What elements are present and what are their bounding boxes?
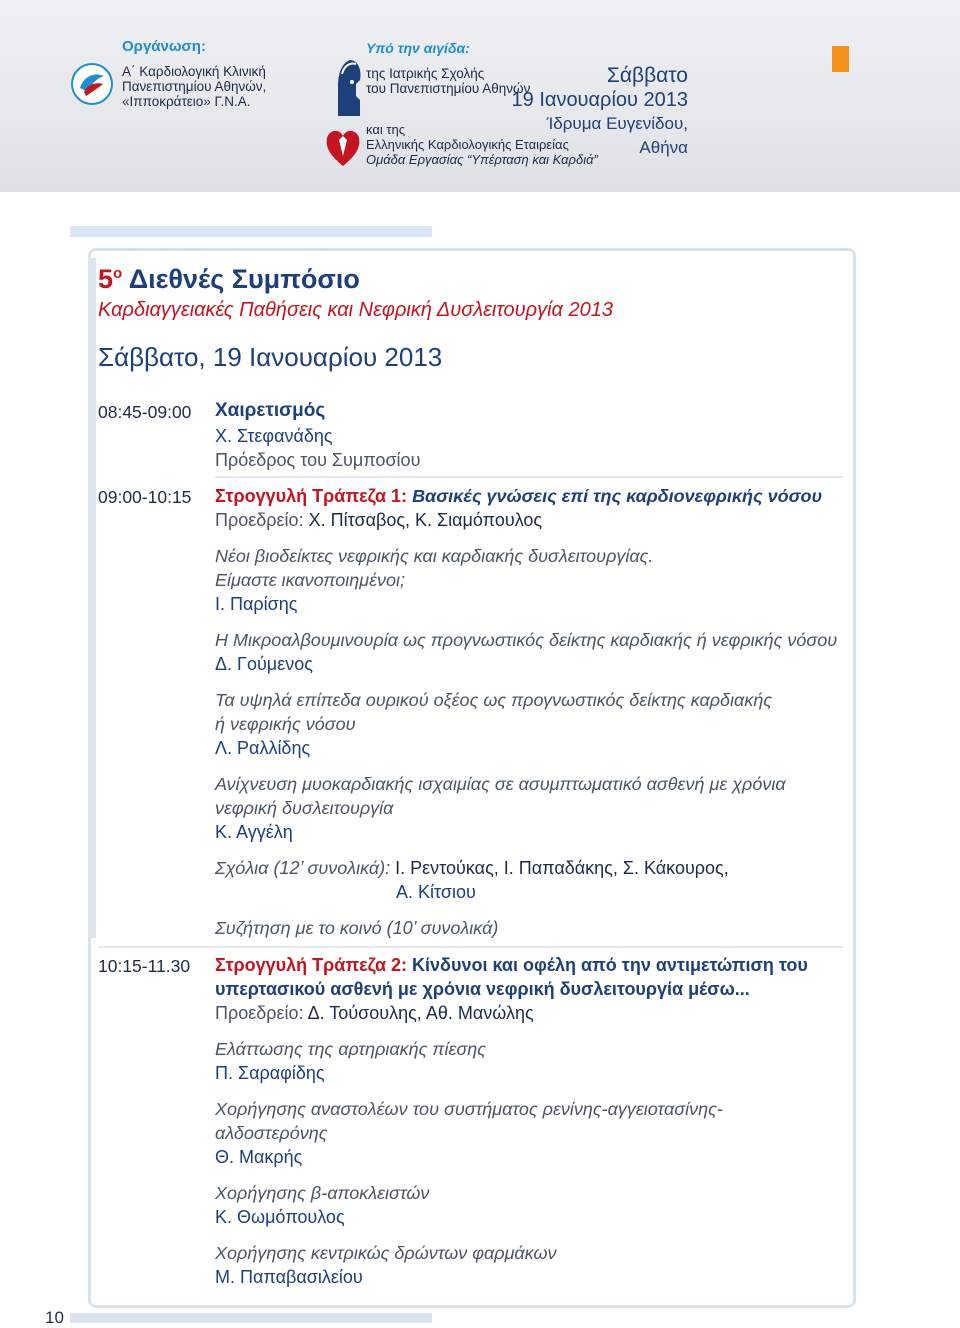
talk-title: Η Μικροαλβουμινουρία ως προγνωστικός δείκτης καρδιακής ή νεφρικής νόσου [215, 630, 838, 650]
talk-title: Νέοι βιοδείκτες νεφρικής και καρδιακής δυσλειτουργίας. [215, 546, 654, 566]
chairs-label: Προεδρείο: [215, 1003, 304, 1023]
talk-title: Χορήγησης αναστολέων του συστήματος ρενίνης-αγγειοτασίνης- [215, 1099, 723, 1119]
page-header [0, 0, 960, 192]
round-table-label: Στρογγυλή Τράπεζα 2: [215, 955, 408, 975]
accent-square [832, 46, 849, 72]
section-divider [98, 946, 843, 948]
speaker-name: Χ. Στεφανάδης [215, 426, 333, 446]
cardiology-clinic-logo-icon [70, 62, 114, 106]
aegis-line: Ομάδα Εργασίας “Υπέρταση και Καρδιά” [366, 152, 598, 167]
event-day: Σάββατο [606, 64, 688, 87]
speaker-name: Δ. Γούμενος [215, 654, 313, 674]
section-divider [215, 476, 843, 478]
aegis-line: Ελληνικής Καρδιολογικής Εταιρείας [366, 137, 569, 152]
athena-helmet-logo-icon [330, 56, 364, 120]
comments-label: Σχόλια (12’ συνολικά): [215, 858, 391, 878]
symposium-ordinal: ο [113, 265, 123, 282]
symposium-number: 5 [98, 264, 114, 294]
discussion-line: Συζήτηση με το κοινό (10’ συνολικά) [215, 918, 499, 938]
speaker-name: Κ. Αγγέλη [215, 822, 293, 842]
bottom-accent-bar [70, 1313, 432, 1323]
talk-title: Τα υψηλά επίπεδα ουρικού οξέος ως προγνωστικός δείκτης καρδιακής [215, 690, 773, 710]
organizer-line: Πανεπιστημίου Αθηνών, [122, 79, 267, 94]
talk-title: αλδοστερόνης [215, 1123, 328, 1143]
aegis-label: Υπό την αιγίδα: [366, 40, 470, 56]
chairs-line [215, 510, 542, 531]
speaker-name: Ι. Παρίσης [215, 594, 298, 614]
talk-title: Είμαστε ικανοποιημένοι; [215, 570, 406, 590]
session-title: Χαιρετισμός [215, 400, 326, 421]
speaker-name: Θ. Μακρής [215, 1147, 303, 1167]
chairs-names: Χ. Πίτσαβος, Κ. Σιαμόπουλος [308, 510, 543, 530]
organizer-text [122, 64, 266, 109]
session-time: 10:15-11.30 [98, 956, 191, 976]
comments-line [215, 858, 729, 879]
round-table-label: Στρογγυλή Τράπεζα 1: [215, 486, 408, 506]
symposium-title [98, 264, 360, 295]
aegis-line: του Πανεπιστημίου Αθηνών [366, 81, 531, 96]
event-city: Αθήνα [639, 138, 688, 157]
aegis-medical-school [366, 66, 530, 96]
talk-title: ή νεφρικής νόσου [215, 714, 356, 734]
event-venue: Ίδρυμα Ευγενίδου, [546, 114, 688, 133]
talk-title: Ανίχνευση μυοκαρδιακής ισχαιμίας σε ασυμπτωματικό ασθενή με χρόνια [215, 774, 786, 794]
talk-title: νεφρική δυσλειτουργία [215, 798, 394, 818]
heart-society-logo-icon [325, 126, 361, 170]
event-date: 19 Ιανουαρίου 2013 [511, 89, 688, 111]
aegis-line: και της [366, 122, 405, 137]
top-accent-bar [70, 226, 432, 237]
speaker-role: Πρόεδρος του Συμποσίου [215, 450, 421, 470]
event-date-block [512, 64, 688, 160]
talk-title: Χορήγησης β-αποκλειστών [215, 1183, 430, 1203]
talk-title: Ελάττωσης της αρτηριακής πίεσης [215, 1039, 486, 1059]
organizer-label: Οργάνωση: [122, 38, 206, 55]
symposium-title-text: Διεθνές Συμπόσιο [128, 264, 360, 294]
symposium-date: Σάββατο, 19 Ιανουαρίου 2013 [98, 342, 443, 372]
round-table-topic: Κίνδυνοι και οφέλη από την αντιμετώπιση του [407, 955, 808, 975]
session-time: 09:00-10:15 [98, 487, 192, 507]
symposium-subtitle: Καρδιαγγειακές Παθήσεις και Νεφρική Δυσλειτουργία 2013 [98, 299, 613, 321]
chairs-names: Δ. Τούσουλης, Αθ. Μανώλης [303, 1003, 534, 1023]
session-time: 08:45-09:00 [98, 402, 192, 422]
round-table-topic: Βασικές γνώσεις επί της καρδιονεφρικής νόσου [412, 486, 823, 506]
organizer-line: «Ιπποκράτειο» Γ.Ν.Α. [122, 94, 251, 109]
talk-title: Χορήγησης κεντρικώς δρώντων φαρμάκων [215, 1243, 557, 1263]
chairs-line [215, 1003, 534, 1024]
page-number: 10 [45, 1308, 64, 1327]
round-table-topic-cont: υπερτασικού ασθενή με χρόνια νεφρική δυσλειτουργία μέσω... [215, 979, 750, 999]
comments-names: Ι. Ρεντούκας, Ι. Παπαδάκης, Σ. Κάκουρος, [390, 858, 729, 878]
round-table-heading [215, 955, 808, 976]
speaker-name: Κ. Θωμόπουλος [215, 1207, 345, 1227]
speaker-name: Μ. Παπαβασιλείου [215, 1267, 363, 1287]
comments-names-cont: Α. Κίτσιου [396, 882, 476, 902]
organizer-line: Α΄ Καρδιολογική Κλινική [122, 64, 266, 79]
round-table-heading [215, 486, 822, 507]
chairs-label: Προεδρείο: [215, 510, 304, 530]
aegis-line: της Ιατρικής Σχολής [366, 66, 485, 81]
header-content [0, 0, 830, 182]
left-accent-stripe [88, 258, 96, 938]
speaker-name: Λ. Ραλλίδης [215, 738, 311, 758]
speaker-name: Π. Σαραφίδης [215, 1063, 325, 1083]
